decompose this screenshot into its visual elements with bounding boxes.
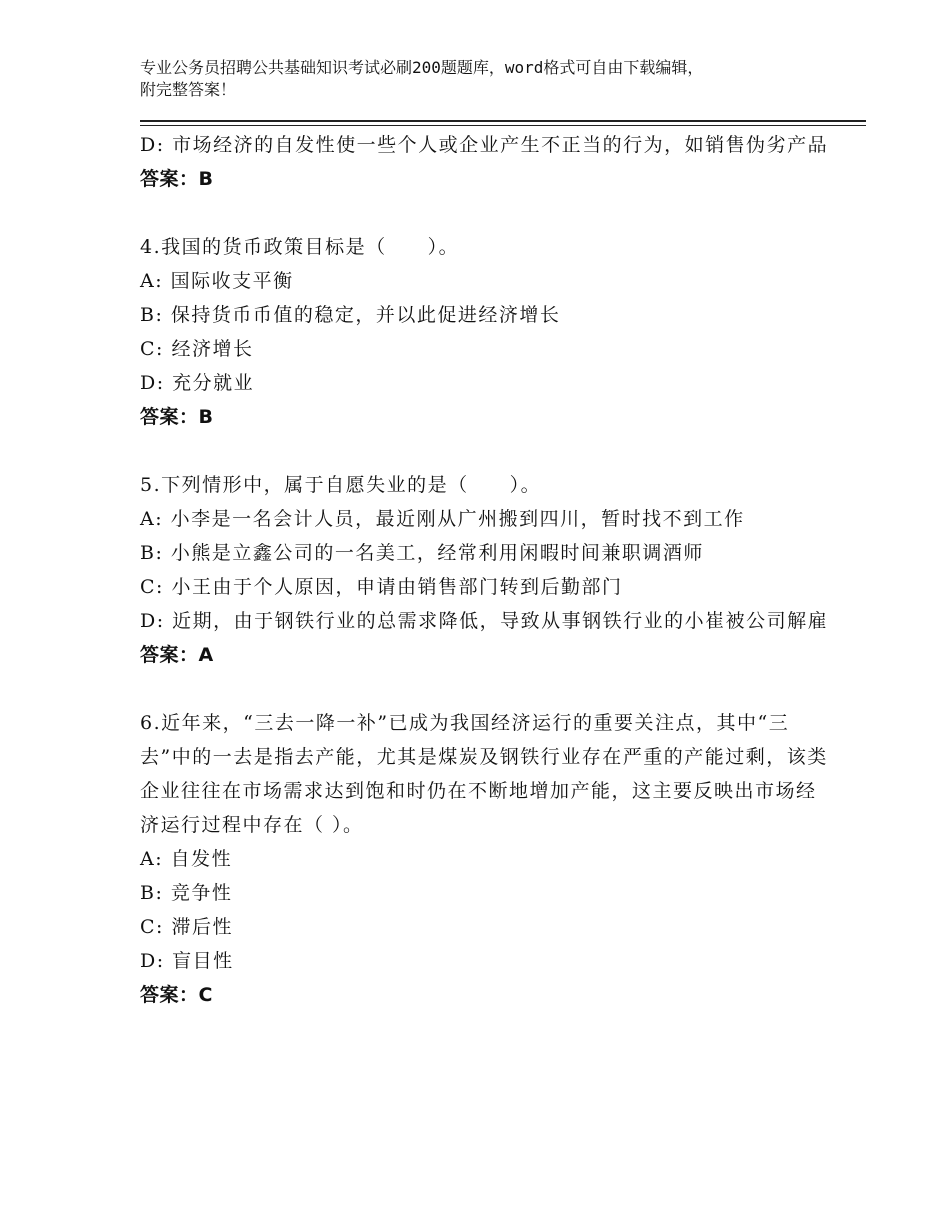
question-stem: 4.我国的货币政策目标是（ ）。	[140, 236, 460, 258]
answer: 答案：B	[140, 168, 214, 190]
option-d: D: 盲目性	[140, 950, 234, 972]
option-a: A: 国际收支平衡	[140, 270, 294, 292]
option-b: B: 保持货币币值的稳定，并以此促进经济增长	[140, 304, 561, 326]
answer: 答案：C	[140, 984, 213, 1006]
header-line-2: 附完整答案！	[140, 80, 237, 99]
prev-question-block	[140, 128, 830, 196]
header-line-1: 专业公务员招聘公共基础知识考试必刷200题题库，word格式可自由下载编辑，	[140, 58, 704, 77]
question-stem: 6.近年来，“三去一降一补”已成为我国经济运行的重要关注点，其中“三去”中的一去是指去产能，尤其是煤炭及钢铁行业存在严重的产能过剩，该类企业往往在市场需求达到饱和时仍在不断地增加产能，这主要反映出市场经济运行过程中存在（ ）。	[140, 712, 828, 836]
option-d: D: 充分就业	[140, 372, 255, 394]
question-6	[140, 706, 830, 1012]
header-rule-thick	[140, 120, 866, 122]
spacer	[140, 196, 830, 230]
spacer	[140, 672, 830, 706]
spacer	[140, 434, 830, 468]
option-b: B: 竞争性	[140, 882, 233, 904]
question-5	[140, 468, 830, 672]
header-rule-thin	[140, 125, 866, 126]
option-a: A: 小李是一名会计人员，最近刚从广州搬到四川，暂时找不到工作	[140, 508, 745, 530]
option-d: D: 近期，由于钢铁行业的总需求降低，导致从事钢铁行业的小崔被公司解雇	[140, 610, 829, 632]
option-b: B: 小熊是立鑫公司的一名美工，经常利用闲暇时间兼职调酒师	[140, 542, 704, 564]
option-c: C: 经济增长	[140, 338, 254, 360]
document-header	[140, 57, 830, 101]
answer: 答案：B	[140, 406, 214, 428]
document-body	[140, 128, 830, 1012]
option-d: D: 市场经济的自发性使一些个人或企业产生不正当的行为，如销售伪劣产品	[140, 134, 829, 156]
option-c: C: 小王由于个人原因，申请由销售部门转到后勤部门	[140, 576, 623, 598]
answer: 答案：A	[140, 644, 214, 666]
option-c: C: 滞后性	[140, 916, 233, 938]
question-stem: 5.下列情形中，属于自愿失业的是（ ）。	[140, 474, 542, 496]
question-4	[140, 230, 830, 434]
option-a: A: 自发性	[140, 848, 233, 870]
